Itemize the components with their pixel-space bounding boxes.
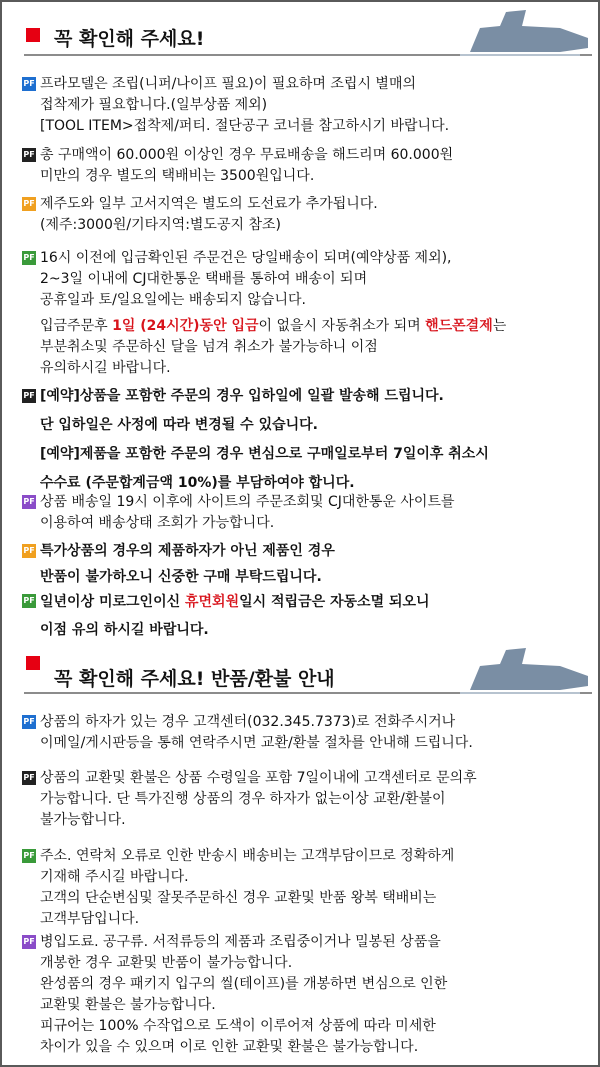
pf-icon: PF [22,251,36,265]
list-item: PF 특가상품의 경우의 제품하자가 아닌 제품인 경우 반품이 불가하오니 신중한 구매 부탁드립니다. [23,543,335,585]
list-item: PF 주소. 연락처 오류로 인한 반송시 배송비는 고객부담이므로 정확하게 기재해 주시길 바랍니다. 고객의 단순변심및 잘못주문하신 경우 교환및 반품 왕복 택배비는 고객부담입니다. [23,848,455,927]
pf-icon: PF [22,715,36,729]
airplane-icon [440,646,590,694]
list-item: PF 프라모델은 조립(니퍼/나이프 필요)이 필요하며 조립시 별매의 접착제가 필요합니다.(일부상품 제외) [TOOL ITEM>접착제/퍼티. 절단공구 코너를 참고하시기 바랍니다. [23,76,450,134]
list-item: PF 병입도료. 공구류. 서적류등의 제품과 조립중이거나 밀봉된 상품을 개봉한 경우 교환및 반품이 불가능합니다. 완성품의 경우 패키지 입구의 씰(테이프)를 개봉하면 변심으로 인한 교환및 환불은 불가능합니다. 피규어는 100% 수작업으로 도색이 이루어져 상품에 따라 미세한 차이가 있을 수 있으며 이로 인한 교환및 환불은 불가능합니다. [23,934,448,1055]
list-item: PF 16시 이전에 입금확인된 주문건은 당일배송이 되며(예약상품 제외), 2~3일 이내에 CJ대한통운 택배를 통하여 배송이 되며 공휴일과 토/일요일에는 배송되지 않습니다. [23,250,452,308]
pf-icon: PF [22,544,36,558]
list-item: PF [예약]상품을 포함한 주문의 경우 입하일에 일괄 발송해 드립니다. 단 입하일은 사정에 따라 변경될 수 있습니다. [예약]제품을 포함한 주문의 경우 변심으로 구매일로부터 7일이후 취소시 수수료 (주문합계금액 10%)를 부담하여야 합니다. [23,388,489,491]
pf-icon: PF [22,148,36,162]
pf-icon: PF [22,935,36,949]
pf-icon: PF [22,495,36,509]
list-item: 입금주문후 1일 (24시간)동안 입금이 없을시 자동취소가 되며 핸드폰결제는 부분취소및 주문하신 달을 넘겨 취소가 불가능하니 이점 유의하시길 바랍니다. [40,318,507,376]
red-square-icon [26,656,40,670]
section-title: 꼭 확인해 주세요! 반품/환불 안내 [54,668,335,690]
pf-icon: PF [22,389,36,403]
list-item: PF 일년이상 미로그인이신 휴면회원일시 적립금은 자동소멸 되오니 이점 유의 하시길 바랍니다. [23,594,430,638]
pf-icon: PF [22,77,36,91]
list-item: PF 총 구매액이 60.000원 이상인 경우 무료배송을 해드리며 60.000원 미만의 경우 별도의 택배비는 3500원입니다. [23,147,454,184]
pf-icon: PF [22,594,36,608]
list-item: PF 상품의 교환및 환불은 상품 수령일을 포함 7일이내에 고객센터로 문의후 가능합니다. 단 특가진행 상품의 경우 하자가 없는이상 교환/환불이 불가능합니다. [23,770,477,828]
pf-icon: PF [22,849,36,863]
section-header-1 [2,2,598,72]
list-item: PF 상품의 하자가 있는 경우 고객센터(032.345.7373)로 전화주시거나 이메일/게시판등을 통해 연락주시면 교환/환불 절차를 안내해 드립니다. [23,714,473,751]
list-item: PF 상품 배송일 19시 이후에 사이트의 주문조회및 CJ대한통운 사이트를 이용하여 배송상태 조회가 가능합니다. [23,494,455,531]
section-header-2 [2,642,598,712]
airplane-icon [440,8,590,56]
red-square-icon [26,28,40,42]
section-title: 꼭 확인해 주세요! [54,28,205,50]
pf-icon: PF [22,771,36,785]
pf-icon: PF [22,197,36,211]
list-item: PF 제주도와 일부 고서지역은 별도의 도선료가 추가됩니다. (제주:3000원/기타지역:별도공지 참조) [23,196,378,233]
